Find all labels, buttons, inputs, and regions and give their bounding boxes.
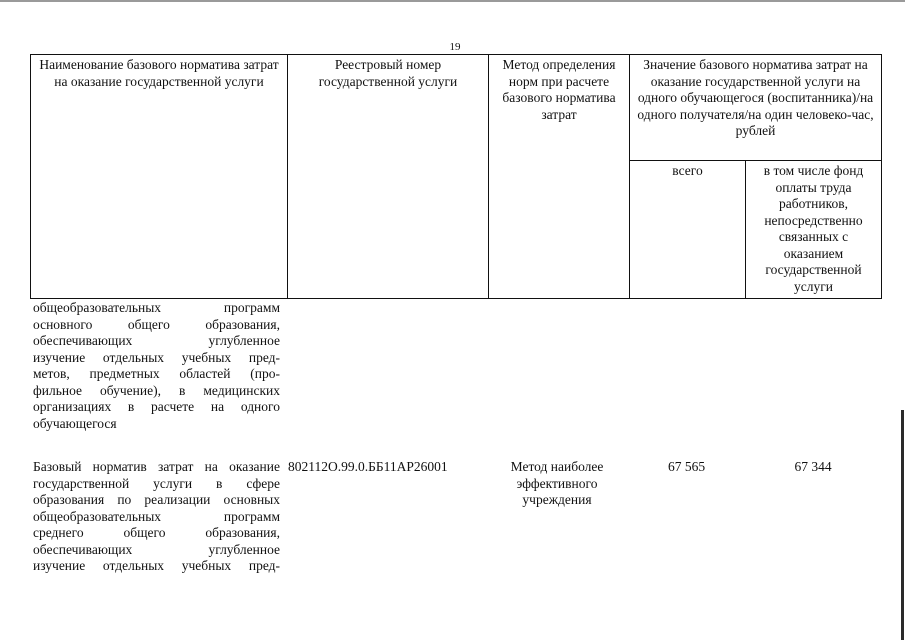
name-line: образования по реализации основных: [33, 492, 280, 507]
name-line: основного общего образования,: [33, 316, 280, 332]
header-col-registry: Реестровый номер государственной услуги: [288, 55, 489, 299]
header-col-value: Значение базового норматива затрат на оказание государственной услуги на одного обучающегося (воспитанника)/на одного получателя/на один человеко-час, рублей: [630, 55, 882, 161]
name-line: общеобразовательных программ: [33, 508, 280, 524]
name-line: обеспечивающих углубленное: [33, 541, 280, 557]
row-next-total: 67 565: [667, 459, 706, 474]
name-line: фильное обучение), в медицинских: [33, 382, 280, 398]
scan-edge-right: [901, 410, 904, 640]
name-line: среднего общего образования,: [33, 525, 280, 540]
header-sub-total: всего: [630, 161, 746, 299]
name-line: обучающегося: [33, 415, 117, 431]
row-next-name: [33, 459, 280, 575]
header-col-method: Метод определения норм при расчете базового норматива затрат: [489, 55, 630, 299]
name-line: изучение отдельных учебных пред-: [33, 558, 280, 573]
name-line: общеобразовательных программ: [33, 300, 280, 315]
header-table: [30, 54, 882, 299]
scan-edge-top: [0, 0, 905, 2]
name-line: метов, предметных областей (про-: [33, 366, 280, 381]
name-line: обеспечивающих углубленное: [33, 333, 280, 348]
name-line: изучение отдельных учебных пред-: [33, 349, 280, 365]
page-number: 19: [449, 41, 461, 53]
header-sub-fund: в том числе фонд оплаты труда работников, непосредственно связанных с оказанием государственной услуги: [746, 161, 882, 299]
header-col-name: Наименование базового норматива затрат на оказание государственной услуги: [31, 55, 288, 299]
name-line: организациях в расчете на одного: [33, 399, 280, 414]
name-line: Базовый норматив затрат на оказание: [33, 459, 280, 474]
row-next-registry: 802112О.99.0.ББ11АР26001: [288, 459, 448, 474]
row-next-fund: 67 344: [794, 459, 832, 474]
name-line: государственной услуги в сфере: [33, 475, 280, 491]
row-next-method: Метод наиболее эффективного учреждения: [510, 459, 604, 507]
row-continued-name: [33, 300, 280, 432]
